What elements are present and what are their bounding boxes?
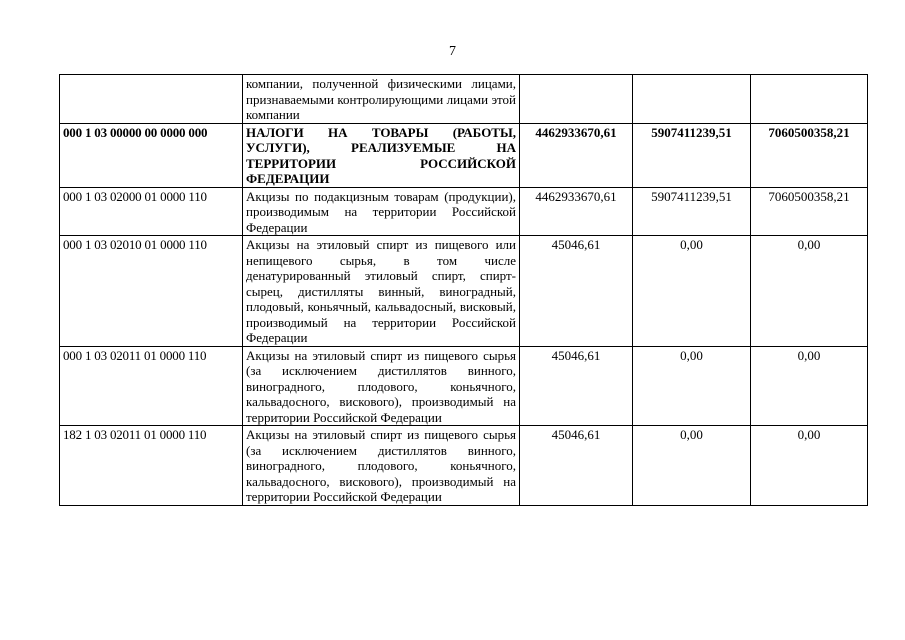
amount-cell-year-1: 45046,61 [520,236,633,347]
budget-revenue-table [59,74,868,506]
amount-cell-year-2: 5907411239,51 [633,123,751,187]
revenue-name-cell: НАЛОГИ НА ТОВАРЫ (РАБОТЫ, УСЛУГИ), РЕАЛИЗУЕМЫЕ НА ТЕРРИТОРИИ РОССИЙСКОЙ ФЕДЕРАЦИИ [243,123,520,187]
amount-cell-year-3: 0,00 [751,426,868,506]
table-row [60,187,868,236]
amount-cell-year-3: 7060500358,21 [751,187,868,236]
revenue-name-cell: Акцизы на этиловый спирт из пищевого сырья (за исключением дистиллятов винного, виноградного, плодового, коньячного, кальвадосного, вискового), производимый на территории Российской Федерации [243,346,520,426]
amount-cell-year-1: 45046,61 [520,346,633,426]
budget-code-cell: 000 1 03 02010 01 0000 110 [60,236,243,347]
budget-code-cell: 000 1 03 00000 00 0000 000 [60,123,243,187]
amount-cell-year-2 [633,75,751,124]
table-row [60,75,868,124]
revenue-name-cell: Акцизы на этиловый спирт из пищевого сырья (за исключением дистиллятов винного, виноградного, плодового, коньячного, кальвадосного, вискового), производимый на территории Российской Федерации [243,426,520,506]
table-row-section-total [60,123,868,187]
amount-cell-year-2: 0,00 [633,346,751,426]
amount-cell-year-1: 4462933670,61 [520,123,633,187]
amount-cell-year-2: 0,00 [633,426,751,506]
amount-cell-year-1: 4462933670,61 [520,187,633,236]
revenue-name-cell: Акцизы по подакцизным товарам (продукции), производимым на территории Российской Федерации [243,187,520,236]
table-row [60,346,868,426]
page-number: 7 [449,44,456,59]
amount-cell-year-3: 0,00 [751,236,868,347]
revenue-name-cell: Акцизы на этиловый спирт из пищевого или непищевого сырья, в том числе денатурированный этиловый спирт, спирт-сырец, дистилляты винный, виноградный, плодовый, коньячный, кальвадосный, висковый, производимый на территории Российской Федерации [243,236,520,347]
budget-code-cell: 182 1 03 02011 01 0000 110 [60,426,243,506]
revenue-name-cell: компании, полученной физическими лицами, признаваемыми контролирующими лицами этой компании [243,75,520,124]
table-row [60,236,868,347]
amount-cell-year-3: 0,00 [751,346,868,426]
amount-cell-year-3 [751,75,868,124]
table-row [60,426,868,506]
amount-cell-year-2: 0,00 [633,236,751,347]
amount-cell-year-1 [520,75,633,124]
budget-code-cell: 000 1 03 02000 01 0000 110 [60,187,243,236]
budget-code-cell [60,75,243,124]
amount-cell-year-2: 5907411239,51 [633,187,751,236]
amount-cell-year-3: 7060500358,21 [751,123,868,187]
amount-cell-year-1: 45046,61 [520,426,633,506]
budget-code-cell: 000 1 03 02011 01 0000 110 [60,346,243,426]
